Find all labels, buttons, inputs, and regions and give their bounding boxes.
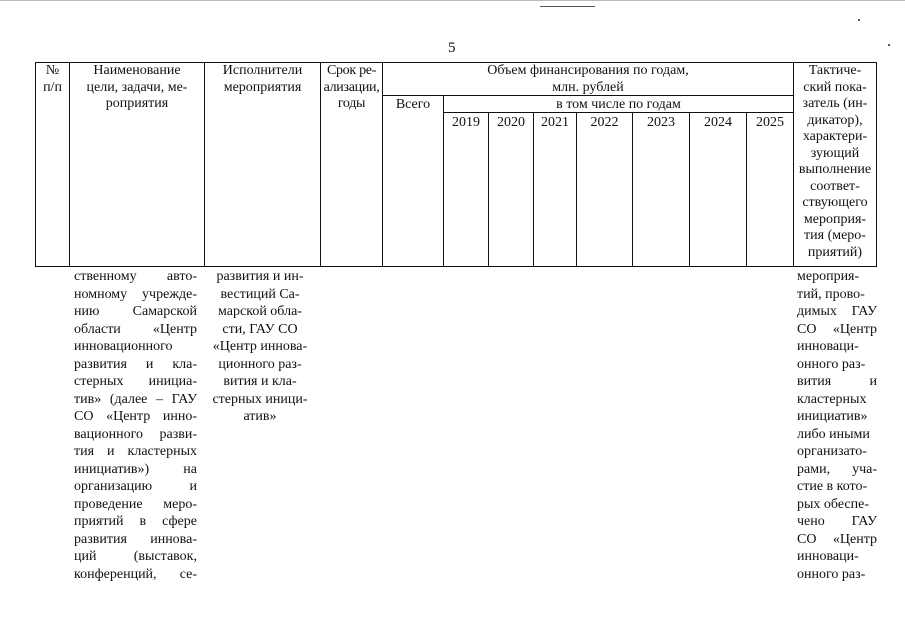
border-bottom [35,266,877,267]
col-finance-header: Объем финансирования по годам, млн. рублей [487,63,689,95]
executors-text: развития и ин- вестиций Са- марской обла- сти, ГАУ СО «Центр иннова- ционного раз- вития и кла- стерных иници- атив» [212,269,308,424]
year-2021-header: 2021 [541,115,569,130]
divider-2019 [488,112,489,267]
scan-speck [858,19,860,21]
col-num-header: № п/п [43,63,62,95]
divider-2020 [533,112,534,267]
year-2022-header: 2022 [590,115,619,130]
col-total-header: Всего [395,97,431,112]
indicator-text: мероприя- тий, прово- димых ГАУ СО «Центр инноваци- онного раз- вития и кластерных инициатив» либо иными организато- рами, уча- стие в кото- рых обеспе- чено ГАУ СО «Центр инноваци- онного раз- [797,269,877,582]
measure-name-text: ственному авто- номному учрежде- нию Самарской области «Центр инновационного развития и кла- стерных инициа- тив» (далее – ГАУ СО «Центр инно- вационного разви- тия и кластерных инициатив») на организацию и проведение меро- приятий в сфере развития иннова- ций (выставок, конференций, се- [74,269,197,582]
by-years-header: в том числе по годам [556,97,681,112]
border-right [876,62,877,267]
divider-2022 [632,112,633,267]
page-number: 5 [448,40,456,56]
col-indicator-header: Тактиче- ский пока- затель (ин- дикатор), характери- зующий выполнение соответ- ствующего мероприя- тия (меро- приятий) [798,63,872,260]
scan-mark [540,6,595,7]
scan-edge-line [0,0,905,1]
scan-speck [888,44,890,46]
year-2019-header: 2019 [452,115,480,130]
table-header [35,62,877,267]
divider-2024 [746,112,747,267]
year-2023-header: 2023 [647,115,675,130]
col-term-header: Срок ре- ализации, годы [323,63,380,111]
year-2025-header: 2025 [756,115,784,130]
year-2020-header: 2020 [497,115,525,130]
col-name-header: Наименование цели, задачи, ме- роприятия [86,63,188,111]
col-exec-header: Исполнители мероприятия [222,63,303,95]
divider-2021 [576,112,577,267]
divider-2023 [689,112,690,267]
year-2024-header: 2024 [704,115,732,130]
